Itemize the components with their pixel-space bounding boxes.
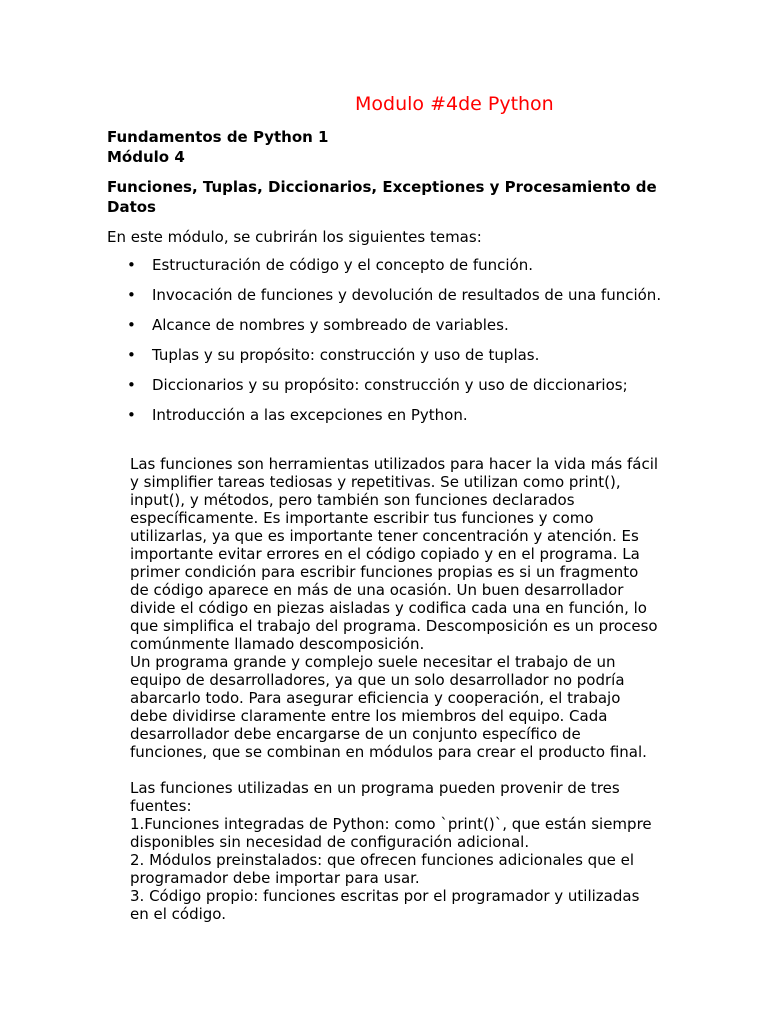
list-item [107,346,667,365]
topic-text: Introducción a las excepciones en Python. [152,406,468,424]
intro-paragraph: En este módulo, se cubrirán los siguientes temas: [107,228,482,246]
topic-text: Tuplas y su propósito: construcción y uso de tuplas. [152,346,540,364]
module-number: Módulo 4 [107,148,185,166]
topic-text: Alcance de nombres y sombreado de variables. [152,316,509,334]
topic-text: Estructuración de código y el concepto de función. [152,256,534,274]
bullet-icon: • [127,406,136,424]
topic-text: Invocación de funciones y devolución de resultados de una función. [152,286,662,304]
course-name: Fundamentos de Python 1 [107,128,329,146]
list-item [107,256,667,275]
bullet-icon: • [127,346,136,364]
bullet-icon: • [127,316,136,334]
bullet-icon: • [127,256,136,274]
topic-text: Diccionarios y su propósito: construcción y uso de diccionarios; [152,376,628,394]
topic-list [107,256,667,436]
bullet-icon: • [127,286,136,304]
course-heading [107,127,329,167]
document-title: Modulo #4de Python [355,93,554,115]
list-item [107,376,667,395]
list-item [107,286,667,305]
module-subtitle: Funciones, Tuplas, Diccionarios, Exceptiones y Procesamiento de Datos [107,178,657,216]
body-paragraphs: Las funciones son herramientas utilizados para hacer la vida más fácil y simplifier tareas tediosas y repetitivas. Se utilizan como print(), input(), y métodos, pero también son funciones declarados específicamente. Es importante escribir tus funciones y como utilizarlas, ya que es importante tener concentración y atención. Es importante evitar errores en el código copiado y en el programa. La primer condición para escribir funciones propias es si un fragmento de código aparece en más de una ocasión. Un buen desarrollador divide el código en piezas aisladas y codifica cada una en función, lo que simplifica el trabajo del programa. Descomposición es un proceso comúnmente llamado descomposición. Un programa grande y complejo suele necesitar el trabajo de un equipo de desarrolladores, ya que un solo desarrollador no podría abarcarlo todo. Para asegurar eficiencia y cooperación, el trabajo debe dividirse claramente entre los miembros del equipo. Cada desarrollador debe encargarse de un conjunto específico de funciones, que se combinan en módulos para crear el producto final. Las funciones utilizadas en un programa pueden provenir de tres fuentes: 1.Funciones integradas de Python: como `print()`, que están siempre disponibles sin necesidad de configuración adicional. 2. Módulos preinstalados: que ofrecen funciones adicionales que el programador debe importar para usar. 3. Código propio: funciones escritas por el programador y utilizadas en el código. [130,455,659,923]
bullet-icon: • [127,376,136,394]
list-item [107,406,667,425]
list-item [107,316,667,335]
